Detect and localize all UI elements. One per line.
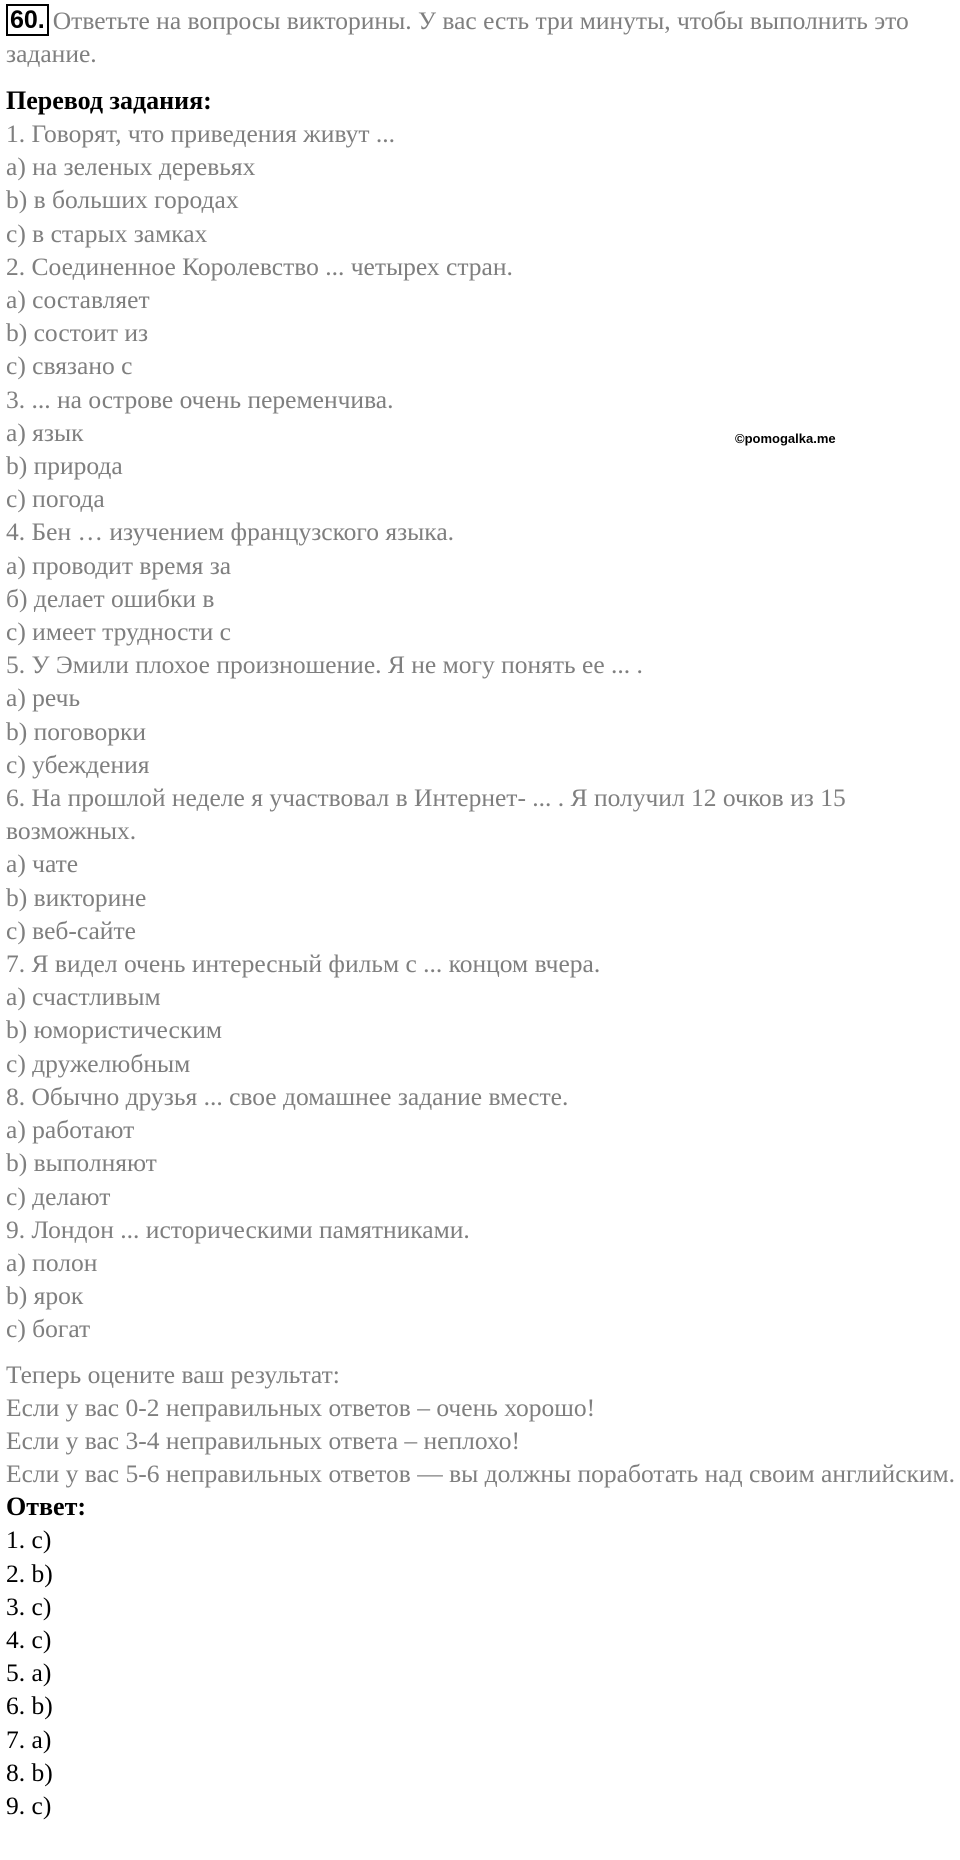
- answer-title: Ответ:: [6, 1492, 87, 1522]
- evaluation-block: [6, 1358, 956, 1491]
- answer-option: b) викторине: [6, 882, 147, 912]
- answer-option: а) на зеленых деревьях: [6, 152, 256, 182]
- answer-item: 1. с): [6, 1525, 52, 1555]
- answer-option: с) убеждения: [6, 749, 150, 779]
- answer-item: 3. с): [6, 1591, 52, 1621]
- answer-item: 5. а): [6, 1658, 52, 1688]
- answer-item: 8. b): [6, 1757, 53, 1787]
- task-instruction: Ответьте на вопросы викторины. У вас есть три минуты, чтобы выполнить это задание.: [6, 6, 909, 68]
- answer-list: [6, 1523, 956, 1822]
- translation-title: Перевод задания:: [6, 86, 212, 115]
- evaluation-line: Если у вас 0-2 неправильных ответов – очень хорошо!: [6, 1392, 596, 1422]
- question-text: 9. Лондон ... историческими памятниками.: [6, 1214, 470, 1244]
- answer-option: а) чате: [6, 849, 79, 879]
- answer-option: b) состоит из: [6, 318, 149, 348]
- answer-option: b) юмористическим: [6, 1015, 222, 1045]
- question-text: 5. У Эмили плохое произношение. Я не могу понять ее ... .: [6, 650, 643, 680]
- question-text: 7. Я видел очень интересный фильм с ... концом вчера.: [6, 949, 601, 979]
- question-list: [6, 117, 956, 1346]
- answer-option: а) работают: [6, 1115, 135, 1145]
- question-text: 1. Говорят, что приведения живут ...: [6, 119, 396, 148]
- answer-option: с) дружелюбным: [6, 1048, 191, 1078]
- answer-option: с) делают: [6, 1181, 111, 1211]
- answer-option: а) счастливым: [6, 982, 161, 1012]
- task-header: [6, 4, 956, 70]
- question-text: 2. Соединенное Королевство ... четырех стран.: [6, 251, 513, 281]
- answer-item: 9. с): [6, 1790, 52, 1820]
- answer-option: б) делает ошибки в: [6, 583, 215, 613]
- answer-option: с) веб-сайте: [6, 915, 136, 945]
- answer-option: b) в больших городах: [6, 185, 239, 215]
- answer-option: b) поговорки: [6, 716, 146, 746]
- answer-option: с) погода: [6, 484, 105, 514]
- question-text: 3. ... на острове очень переменчива.: [6, 384, 394, 414]
- answer-option: а) составляет: [6, 285, 150, 315]
- task-number: 60.: [6, 4, 49, 36]
- answer-option: с) связано с: [6, 351, 133, 381]
- question-text: 8. Обычно друзья ... свое домашнее задание вместе.: [6, 1081, 569, 1111]
- answer-item: 4. с): [6, 1624, 52, 1654]
- answer-option: а) язык: [6, 417, 84, 447]
- answer-option: b) выполняют: [6, 1148, 157, 1178]
- evaluation-line: Теперь оцените ваш результат:: [6, 1359, 340, 1389]
- question-text: 4. Бен … изучением французского языка.: [6, 517, 455, 547]
- answer-option: а) проводит время за: [6, 550, 232, 580]
- answer-option: с) богат: [6, 1314, 91, 1344]
- question-text: 6. На прошлой неделе я участвовал в Интернет- ... . Я получил 12 очков из 15 возможных.: [6, 783, 846, 846]
- answer-item: 2. b): [6, 1558, 53, 1588]
- answer-option: а) полон: [6, 1247, 98, 1277]
- answer-item: 7. а): [6, 1724, 52, 1754]
- evaluation-line: Если у вас 3-4 неправильных ответа – неплохо!: [6, 1425, 520, 1455]
- watermark: ©pomogalka.me: [735, 431, 836, 446]
- answer-option: b) ярок: [6, 1281, 84, 1311]
- task-page: [6, 4, 956, 1822]
- answer-option: b) природа: [6, 451, 123, 481]
- answer-option: с) имеет трудности с: [6, 617, 231, 647]
- answer-option: а) речь: [6, 683, 81, 713]
- answer-option: с) в старых замках: [6, 218, 208, 248]
- answer-item: 6. b): [6, 1691, 53, 1721]
- evaluation-line: Если у вас 5-6 неправильных ответов — вы должны поработать над своим английским.: [6, 1459, 956, 1489]
